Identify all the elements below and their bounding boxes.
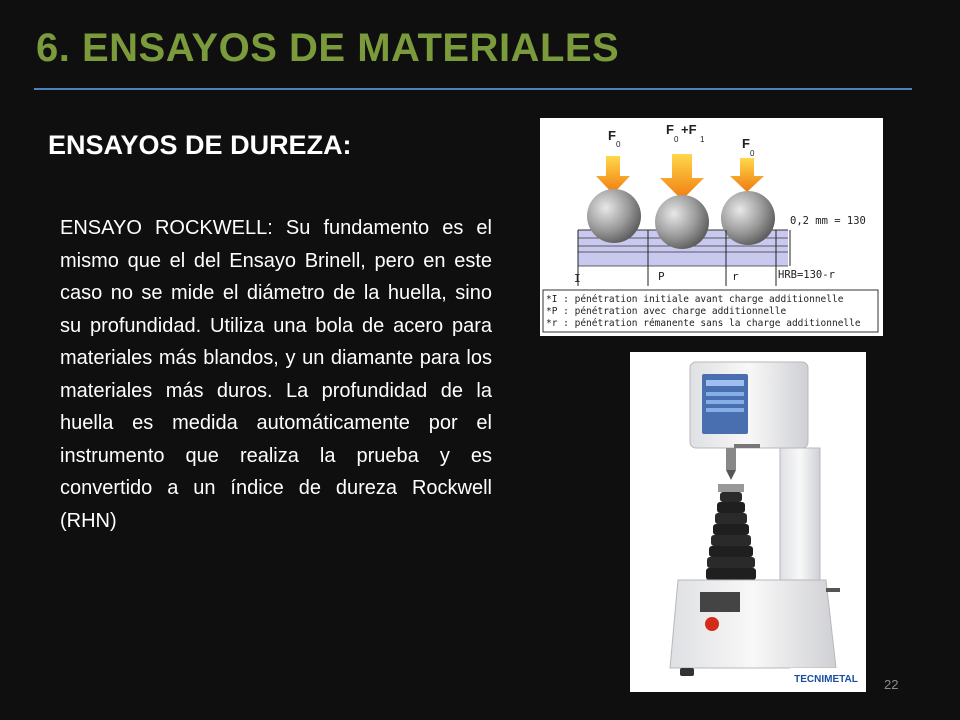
body-paragraph: ENSAYO ROCKWELL: Su fundamento es el mismo que el del Ensayo Brinell, pero en este caso no se mide el diámetro de la huella, sino su profundidad. Utiliza una bola de acero para materiales más blandos, y un diamante para los materiales más duros. La profundidad de la huella es medida automáticamente por el instrumento que realiza la prueba y es convertido a un índice de dureza Rockwell (RHN) xyxy=(60,217,492,532)
legend-line-3: *r : pénétration rémanente sans la charge additionnelle xyxy=(546,318,861,329)
slide-title: 6. ENSAYOS DE MATERIALES xyxy=(36,26,620,70)
legend-line-2: *P : pénétration avec charge additionnelle xyxy=(546,306,787,317)
rockwell-diagram-svg xyxy=(540,118,883,336)
page-number: 22 xyxy=(884,677,899,692)
force-middle-plus-label: +F xyxy=(681,122,697,137)
hardness-tester-photo xyxy=(630,352,866,692)
rockwell-diagram xyxy=(540,118,883,336)
force-right-label: F xyxy=(742,136,750,151)
force-arrow-right xyxy=(730,158,764,192)
force-middle-subscript: 0 xyxy=(674,135,679,144)
label-i: I xyxy=(574,272,581,285)
hardness-tester-illustration xyxy=(630,352,866,692)
label-p: P xyxy=(658,270,665,283)
force-left-label: F xyxy=(608,128,616,143)
force-middle-subscript-2: 1 xyxy=(700,135,705,144)
indenter-ball-left xyxy=(587,189,641,243)
force-right-subscript: 0 xyxy=(750,149,755,158)
brand-label: TECNIMETAL xyxy=(794,674,858,685)
force-arrow-middle xyxy=(660,154,704,200)
section-subtitle: ENSAYOS DE DUREZA: xyxy=(48,130,352,160)
force-middle-label: F xyxy=(666,122,674,137)
label-r: r xyxy=(732,270,739,283)
title-divider xyxy=(34,88,912,90)
emergency-stop-icon xyxy=(705,617,719,631)
elevating-screw-bellows xyxy=(706,492,756,580)
scale-label: 0,2 mm = 130 xyxy=(790,215,866,227)
force-left-subscript: 0 xyxy=(616,140,621,149)
indenter-ball-middle xyxy=(655,195,709,249)
force-arrow-left xyxy=(596,156,630,194)
indenter-ball-right xyxy=(721,191,775,245)
control-panel xyxy=(700,592,740,612)
legend-line-1: *I : pénétration initiale avant charge additionnelle xyxy=(546,294,844,305)
hrb-label: HRB=130-r xyxy=(778,269,835,281)
